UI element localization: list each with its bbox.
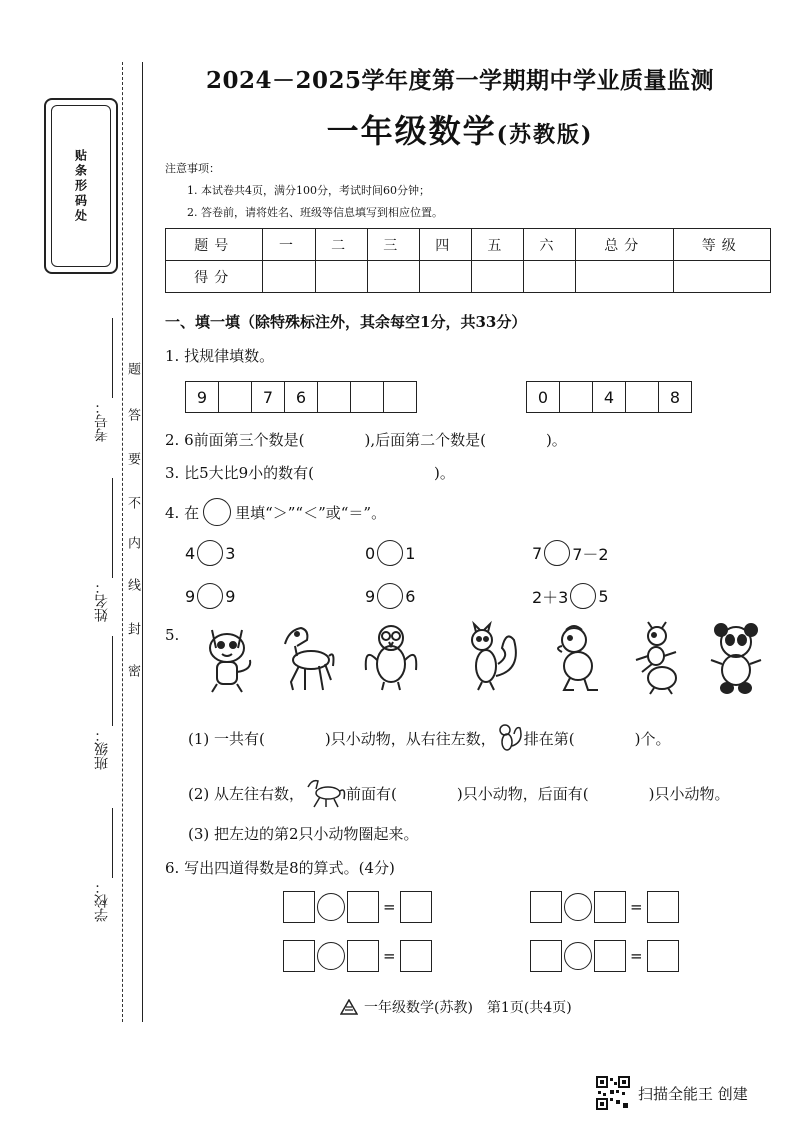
seq-blank[interactable] — [560, 382, 593, 412]
operator-circle[interactable] — [317, 893, 345, 921]
q5-part1 — [188, 722, 670, 754]
class-field[interactable] — [112, 636, 113, 726]
answer-box[interactable] — [283, 891, 315, 923]
score-header-cell: 题号 — [166, 229, 263, 261]
answer-box[interactable] — [594, 940, 626, 972]
horse-icon — [304, 777, 346, 809]
answer-box[interactable] — [347, 940, 379, 972]
q1-text: 1. 找规律填数。 — [165, 347, 275, 365]
equals-sign: = — [383, 898, 396, 916]
score-header-cell: 五 — [471, 229, 523, 261]
notes-heading: 注意事项： — [165, 162, 220, 175]
q4-post: 里填“＞”“＜”或“＝”。 — [235, 503, 387, 522]
cmp-right: 3 — [225, 543, 236, 563]
cmp-left: 9 — [185, 586, 196, 606]
score-header-cell: 一 — [263, 229, 315, 261]
seq-cell: 9 — [186, 382, 219, 412]
compare-blank[interactable] — [544, 540, 570, 566]
edition-label: (苏教版) — [496, 122, 594, 148]
answer-box[interactable] — [647, 891, 679, 923]
q5-number: 5. — [165, 626, 180, 644]
compare-blank[interactable] — [197, 540, 223, 566]
compare-blank[interactable] — [377, 583, 403, 609]
q4-pre: 4. 在 — [165, 503, 200, 522]
class-label: 班级： — [94, 728, 110, 770]
seal-word: 密 — [125, 664, 140, 677]
publisher-logo-icon — [340, 999, 358, 1015]
seq-cell: 7 — [252, 382, 285, 412]
circle-icon — [203, 498, 231, 526]
answer-box[interactable] — [530, 891, 562, 923]
cmp-left: 4 — [185, 543, 196, 563]
compare-item — [532, 583, 609, 609]
qr-code-icon — [596, 1076, 630, 1110]
subject-title — [150, 106, 770, 152]
score-cell[interactable] — [523, 261, 575, 293]
score-header-cell: 总分 — [576, 229, 673, 261]
equals-sign: = — [630, 947, 643, 965]
seal-word: 答 — [125, 408, 140, 421]
seal-word: 不 — [125, 496, 140, 509]
compare-blank[interactable] — [570, 583, 596, 609]
sequence-b — [526, 381, 692, 413]
answer-box[interactable] — [400, 940, 432, 972]
score-cell[interactable] — [471, 261, 523, 293]
compare-item — [365, 540, 415, 566]
cmp-right: 5 — [598, 586, 609, 606]
school-field[interactable] — [112, 808, 113, 878]
score-cell[interactable] — [315, 261, 367, 293]
score-cell[interactable] — [419, 261, 471, 293]
score-row-label: 得分 — [166, 261, 263, 293]
note-item: 1. 本试卷共4页，满分100分，考试时间60分钟； — [187, 184, 430, 197]
cmp-left: 2＋3 — [532, 587, 569, 607]
squirrel-icon[interactable] — [462, 620, 524, 696]
q4-text — [165, 498, 386, 526]
ant-icon[interactable] — [628, 620, 690, 696]
cmp-left: 0 — [365, 543, 376, 563]
compare-blank[interactable] — [377, 540, 403, 566]
barcode-area — [44, 98, 118, 274]
panda-icon[interactable] — [705, 620, 767, 696]
answer-box[interactable] — [400, 891, 432, 923]
notes — [165, 158, 443, 224]
score-cell[interactable] — [576, 261, 673, 293]
compare-item — [365, 583, 415, 609]
compare-item — [532, 540, 609, 566]
footer-text: 一年级数学(苏教) 第1页(共4页) — [364, 1000, 572, 1016]
answer-box[interactable] — [283, 940, 315, 972]
name-label: 姓名： — [94, 580, 110, 622]
answer-box[interactable] — [594, 891, 626, 923]
exam-no-label: 考号： — [94, 400, 110, 442]
operator-circle[interactable] — [564, 942, 592, 970]
q6-text: 6. 写出四道得数是8的算式。(4分) — [165, 859, 395, 877]
seal-word: 封 — [125, 622, 140, 635]
sequence-a — [185, 381, 417, 413]
school-label: 学校： — [94, 880, 110, 922]
score-cell[interactable] — [673, 261, 771, 293]
compare-item — [185, 583, 235, 609]
cmp-left: 7 — [532, 543, 543, 563]
seal-word: 要 — [125, 452, 140, 465]
equation-row — [530, 891, 679, 923]
note-item: 2. 答卷前，请将姓名、班级等信息填写到相应位置。 — [187, 206, 443, 219]
scanner-text: 扫描全能王 创建 — [638, 1084, 748, 1103]
seq-blank[interactable] — [219, 382, 252, 412]
equation-row — [530, 940, 679, 972]
compare-item — [185, 540, 235, 566]
seal-word: 内 — [125, 536, 140, 549]
horse-icon[interactable] — [275, 620, 337, 696]
score-table — [165, 228, 771, 293]
score-header-cell: 三 — [367, 229, 419, 261]
equals-sign: = — [630, 898, 643, 916]
operator-circle[interactable] — [317, 942, 345, 970]
equals-sign: = — [383, 947, 396, 965]
answer-box[interactable] — [530, 940, 562, 972]
answer-box[interactable] — [647, 940, 679, 972]
score-cell[interactable] — [263, 261, 315, 293]
cmp-right: 6 — [405, 586, 416, 606]
q5-p2-text-a: (2) 从左往右数， — [188, 784, 305, 803]
seq-cell: 8 — [669, 387, 681, 407]
barcode-label: 贴条形码处 — [73, 148, 88, 224]
score-header-cell: 二 — [315, 229, 367, 261]
equation-row — [283, 891, 432, 923]
seal-word: 线 — [125, 578, 140, 591]
answer-box[interactable] — [347, 891, 379, 923]
score-cell[interactable] — [367, 261, 419, 293]
seq-blank[interactable] — [384, 382, 416, 412]
equation-row — [283, 940, 432, 972]
seal-word: 题 — [125, 362, 140, 375]
q5-p1-text-a: (1) 一共有( )只小动物，从右往左数， — [188, 729, 496, 748]
name-field[interactable] — [112, 478, 113, 578]
seq-cell: 0 — [527, 382, 560, 412]
cat-icon[interactable] — [198, 620, 260, 696]
exam-title: 2024－2025学年度第一学期期中学业质量监测 — [205, 67, 715, 94]
exam-no-field[interactable] — [112, 318, 113, 398]
q5-p1-text-b: 排在第( )个。 — [523, 729, 671, 748]
q5-part3: (3) 把左边的第2只小动物圈起来。 — [188, 825, 419, 843]
score-header-cell: 四 — [419, 229, 471, 261]
owl-icon[interactable] — [360, 620, 422, 696]
subject-name: 一年级数学 — [326, 112, 497, 150]
q5-part2 — [188, 777, 729, 809]
squirrel-icon — [496, 722, 524, 754]
q3-text: 3. 比5大比9小的数有( )。 — [165, 464, 455, 482]
seq-blank[interactable] — [318, 382, 351, 412]
cmp-right: 9 — [225, 586, 236, 606]
seq-cell: 4 — [593, 382, 626, 412]
margin-line — [142, 62, 143, 1022]
cmp-right: 1 — [405, 543, 416, 563]
page-footer — [340, 997, 572, 1017]
duck-icon[interactable] — [548, 620, 610, 696]
cmp-right: 7－2 — [572, 544, 609, 564]
scanner-watermark — [596, 1076, 748, 1110]
q2-text: 2. 6前面第三个数是( ),后面第二个数是( )。 — [165, 431, 567, 449]
seq-blank[interactable] — [626, 382, 659, 412]
score-header-cell: 六 — [523, 229, 575, 261]
compare-blank[interactable] — [197, 583, 223, 609]
seq-cell: 6 — [285, 382, 318, 412]
q5-p2-text-b: 前面有( )只小动物，后面有( )只小动物。 — [346, 784, 730, 803]
section-title: 一、填一填（除特殊标注外，其余每空1分，共33分） — [165, 313, 527, 331]
cmp-left: 9 — [365, 586, 376, 606]
operator-circle[interactable] — [564, 893, 592, 921]
score-header-cell: 等级 — [673, 229, 771, 261]
seq-blank[interactable] — [351, 382, 384, 412]
